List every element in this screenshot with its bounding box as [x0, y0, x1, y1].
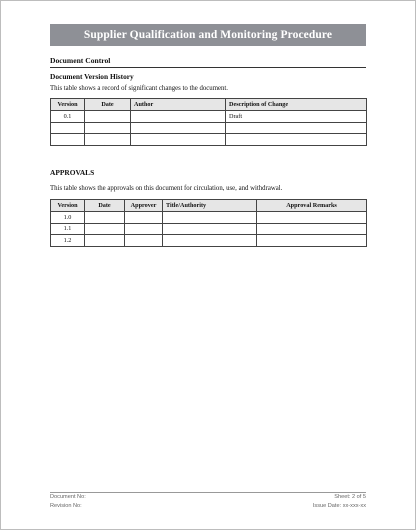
cell-approval-remarks: [257, 223, 367, 235]
cell-version: [51, 134, 85, 146]
approvals-table: [50, 199, 367, 247]
version-history-description: This table shows a record of significant changes to the document.: [50, 85, 228, 92]
section-heading-document-control: Document Control: [50, 56, 366, 68]
column-header-title-authority: Title/Authority: [163, 200, 257, 212]
table-header-row: [51, 99, 367, 111]
cell-approval-remarks: [257, 235, 367, 247]
cell-author: [131, 134, 226, 146]
cell-approver: [125, 223, 163, 235]
cell-version: 1.1: [51, 223, 85, 235]
cell-version: [51, 122, 85, 134]
cell-date: [85, 212, 125, 224]
footer-revision-no: Revision No:: [50, 503, 82, 509]
column-header-description: Description of Change: [226, 99, 367, 111]
column-header-version: Version: [51, 200, 85, 212]
cell-version: 1.2: [51, 235, 85, 247]
document-title: Supplier Qualification and Monitoring Procedure: [50, 24, 366, 46]
cell-date: [85, 235, 125, 247]
column-header-version: Version: [51, 99, 85, 111]
column-header-author: Author: [131, 99, 226, 111]
cell-title-authority: [163, 212, 257, 224]
table-row: [51, 111, 367, 123]
version-history-table: [50, 98, 367, 146]
footer-issue-date: Issue Date: xx-xxx-xx: [312, 503, 366, 509]
cell-description: [226, 122, 367, 134]
cell-description: [226, 134, 367, 146]
footer-document-no: Document No:: [50, 494, 86, 500]
cell-approval-remarks: [257, 212, 367, 224]
column-header-approver: Approver: [125, 200, 163, 212]
version-history-heading: Document Version History: [50, 72, 134, 81]
cell-date: [85, 134, 131, 146]
table-header-row: [51, 200, 367, 212]
approvals-heading: APPROVALS: [50, 168, 95, 177]
cell-date: [85, 122, 131, 134]
table-row: [51, 223, 367, 235]
cell-date: [85, 111, 131, 123]
cell-version: 0.1: [51, 111, 85, 123]
column-header-date: Date: [85, 99, 131, 111]
cell-approver: [125, 212, 163, 224]
cell-date: [85, 223, 125, 235]
footer-divider: [50, 492, 366, 493]
column-header-date: Date: [85, 200, 125, 212]
table-row: [51, 212, 367, 224]
cell-version: 1.0: [51, 212, 85, 224]
cell-title-authority: [163, 223, 257, 235]
column-header-approval-remarks: Approval Remarks: [257, 200, 367, 212]
cell-author: [131, 111, 226, 123]
cell-author: [131, 122, 226, 134]
table-row: [51, 122, 367, 134]
approvals-description: This table shows the approvals on this document for circulation, use, and withdrawal.: [50, 185, 283, 192]
table-row: [51, 134, 367, 146]
footer-sheet: Sheet: 2 of 5: [334, 494, 366, 500]
cell-approver: [125, 235, 163, 247]
cell-title-authority: [163, 235, 257, 247]
cell-description: Draft: [226, 111, 367, 123]
table-row: [51, 235, 367, 247]
